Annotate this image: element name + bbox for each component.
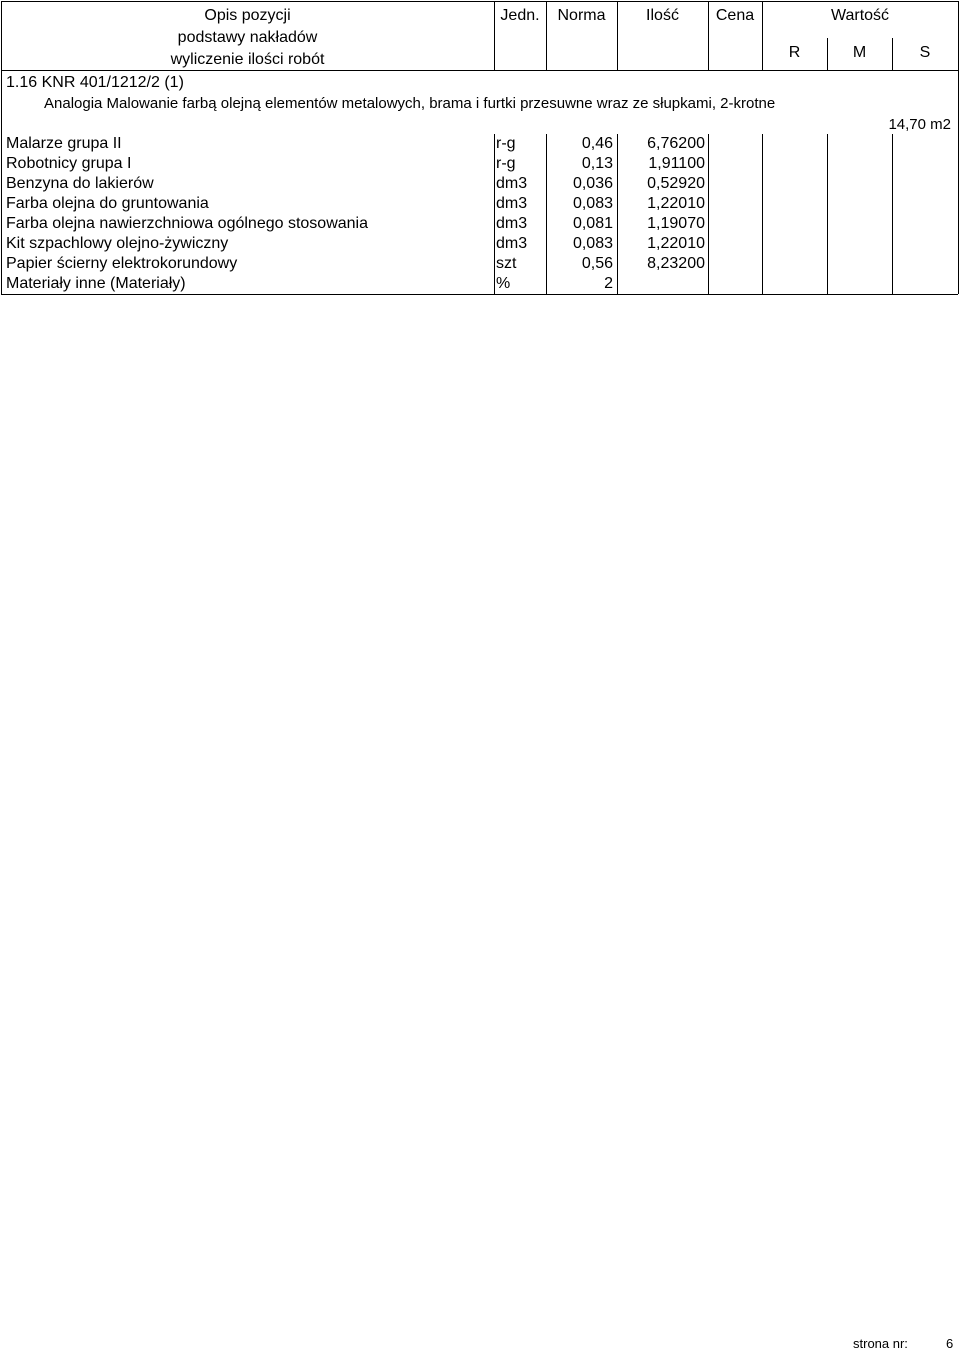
row-qty: 1,91100 <box>648 155 705 172</box>
position-description: Analogia Malowanie farbą olejną elementów metalowych, brama i furtki przesuwne wraz ze słupkami, 2-krotne <box>44 95 776 112</box>
header-qty: Ilość <box>646 7 679 24</box>
body-divider-unit <box>494 134 495 294</box>
row-norm: 0,13 <box>581 155 613 172</box>
row-norm: 0,036 <box>572 175 613 192</box>
row-norm: 0,081 <box>572 215 613 232</box>
row-name: Farba olejna nawierzchniowa ogólnego stosowania <box>6 215 369 232</box>
header-desc-line1: Opis pozycji <box>204 7 291 24</box>
row-norm: 0,56 <box>581 255 613 272</box>
table-bottom-border <box>1 294 958 295</box>
position-code: 1.16 KNR 401/1212/2 (1) <box>6 74 184 91</box>
row-name: Materiały inne (Materiały) <box>6 275 186 292</box>
header-m: M <box>852 44 867 61</box>
header-price: Cena <box>715 7 755 24</box>
table-right-border <box>958 1 959 294</box>
row-name: Malarze grupa II <box>6 135 122 152</box>
row-name: Benzyna do lakierów <box>6 175 154 192</box>
header-norm: Norma <box>557 7 606 24</box>
row-name: Papier ścierny elektrokorundowy <box>6 255 238 272</box>
row-qty: 0,52920 <box>647 175 705 192</box>
body-divider-price <box>708 134 709 294</box>
row-name: Farba olejna do gruntowania <box>6 195 209 212</box>
row-unit: r-g <box>496 135 516 152</box>
table-top-border <box>1 1 958 2</box>
row-unit: dm3 <box>496 235 528 252</box>
row-qty: 1,22010 <box>647 235 705 252</box>
row-norm: 0,46 <box>581 135 613 152</box>
row-unit: dm3 <box>496 195 528 212</box>
header-value: Wartość <box>830 7 890 24</box>
row-qty: 1,19070 <box>647 215 705 232</box>
row-qty: 1,22010 <box>647 195 705 212</box>
header-separator <box>1 70 958 71</box>
row-norm: 2 <box>604 275 613 292</box>
header-r: R <box>788 44 801 61</box>
row-unit: % <box>496 275 511 292</box>
row-unit: r-g <box>496 155 516 172</box>
position-quantity: 14,70 m2 <box>888 116 951 133</box>
header-desc-line3: wyliczenie ilości robót <box>170 51 325 68</box>
row-norm: 0,083 <box>572 195 613 212</box>
footer-page-number: 6 <box>946 1336 954 1351</box>
header-unit: Jedn. <box>500 7 540 24</box>
row-qty: 6,76200 <box>647 135 705 152</box>
body-divider-s <box>892 134 893 294</box>
row-norm: 0,083 <box>572 235 613 252</box>
row-unit: dm3 <box>496 215 528 232</box>
header-desc-line2: podstawy nakładów <box>177 29 318 46</box>
row-name: Robotnicy grupa I <box>6 155 132 172</box>
body-divider-m <box>827 134 828 294</box>
header-s: S <box>919 44 931 61</box>
row-unit: szt <box>496 255 517 272</box>
footer-page-label: strona nr: <box>853 1336 908 1351</box>
row-qty: 8,23200 <box>647 255 705 272</box>
row-name: Kit szpachlowy olejno-żywiczny <box>6 235 229 252</box>
body-divider-value <box>762 134 763 294</box>
row-unit: dm3 <box>496 175 528 192</box>
